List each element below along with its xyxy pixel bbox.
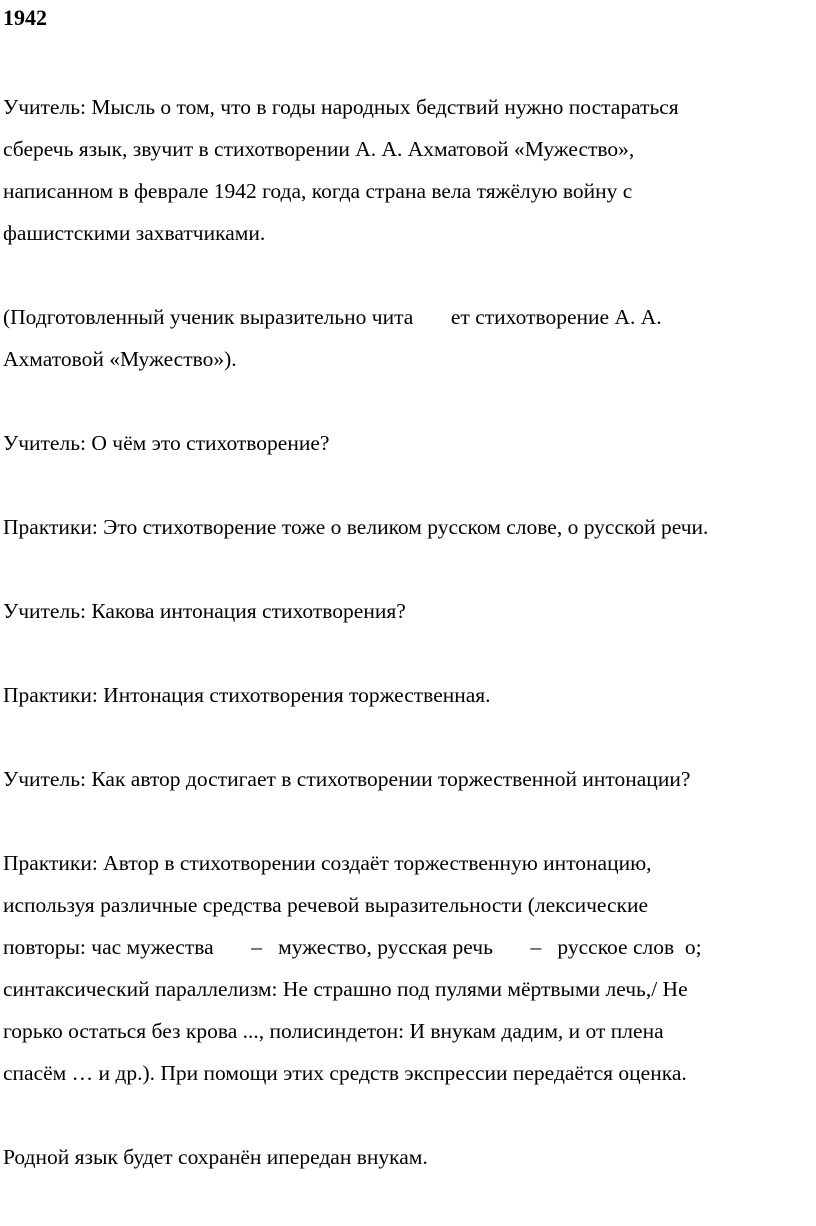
text-line: фашистскими захватчиками.: [3, 221, 266, 245]
paragraph: [3, 86, 816, 254]
document-page: [3, 0, 816, 1178]
paragraph: [3, 506, 816, 548]
text-line: Учитель: Какова интонация стихотворения?: [3, 599, 406, 623]
paragraph: [3, 758, 816, 800]
text-line: Практики: Это стихотворение тоже о великом русском слове, о русской речи.: [3, 515, 709, 539]
paragraph: [3, 422, 816, 464]
text-line: Учитель: Мысль о том, что в годы народных бедствий нужно постараться: [3, 95, 679, 119]
paragraph-gap: [3, 800, 816, 842]
document-heading: 1942: [3, 5, 47, 30]
text-line: спасём … и др.). При помощи этих средств экспрессии передаётся оценка.: [3, 1061, 687, 1085]
text-line: используя различные средства речевой выразительности (лексические: [3, 893, 649, 917]
text-line: сберечь язык, звучит в стихотворении А. А. Ахматовой «Мужество»,: [3, 137, 635, 161]
paragraph: [3, 842, 816, 1094]
paragraph: [3, 674, 816, 716]
paragraph-gap: [3, 548, 816, 590]
paragraph-gap: [3, 464, 816, 506]
paragraph-gap: [3, 1094, 816, 1136]
text-line: горько остаться без крова ..., полисиндетон: И внукам дадим, и от плена: [3, 1019, 664, 1043]
text-line: Учитель: О чём это стихотворение?: [3, 431, 330, 455]
text-line: (Подготовленный ученик выразительно чита ет стихотворение А. А.: [3, 305, 662, 329]
document-body: [3, 86, 816, 1178]
text-line: Практики: Интонация стихотворения торжественная.: [3, 683, 491, 707]
text-line: Практики: Автор в стихотворении создаёт торжественную интонацию,: [3, 851, 652, 875]
paragraph-gap: [3, 716, 816, 758]
text-line: написанном в феврале 1942 года, когда страна вела тяжёлую войну с: [3, 179, 633, 203]
text-line: синтаксический параллелизм: Не страшно под пулями мёртвыми лечь,/ Не: [3, 977, 688, 1001]
paragraph-gap: [3, 632, 816, 674]
paragraph-gap: [3, 380, 816, 422]
text-line: Учитель: Как автор достигает в стихотворении торжественной интонации?: [3, 767, 691, 791]
paragraph: [3, 296, 816, 380]
text-line: повторы: час мужества – мужество, русская речь – русское слов о;: [3, 935, 702, 959]
text-line: Ахматовой «Мужество»).: [3, 347, 237, 371]
paragraph-gap: [3, 254, 816, 296]
paragraph: [3, 1136, 816, 1178]
spacer: [3, 36, 816, 86]
text-line: Родной язык будет сохранён ипередан внукам.: [3, 1145, 428, 1169]
paragraph: [3, 590, 816, 632]
